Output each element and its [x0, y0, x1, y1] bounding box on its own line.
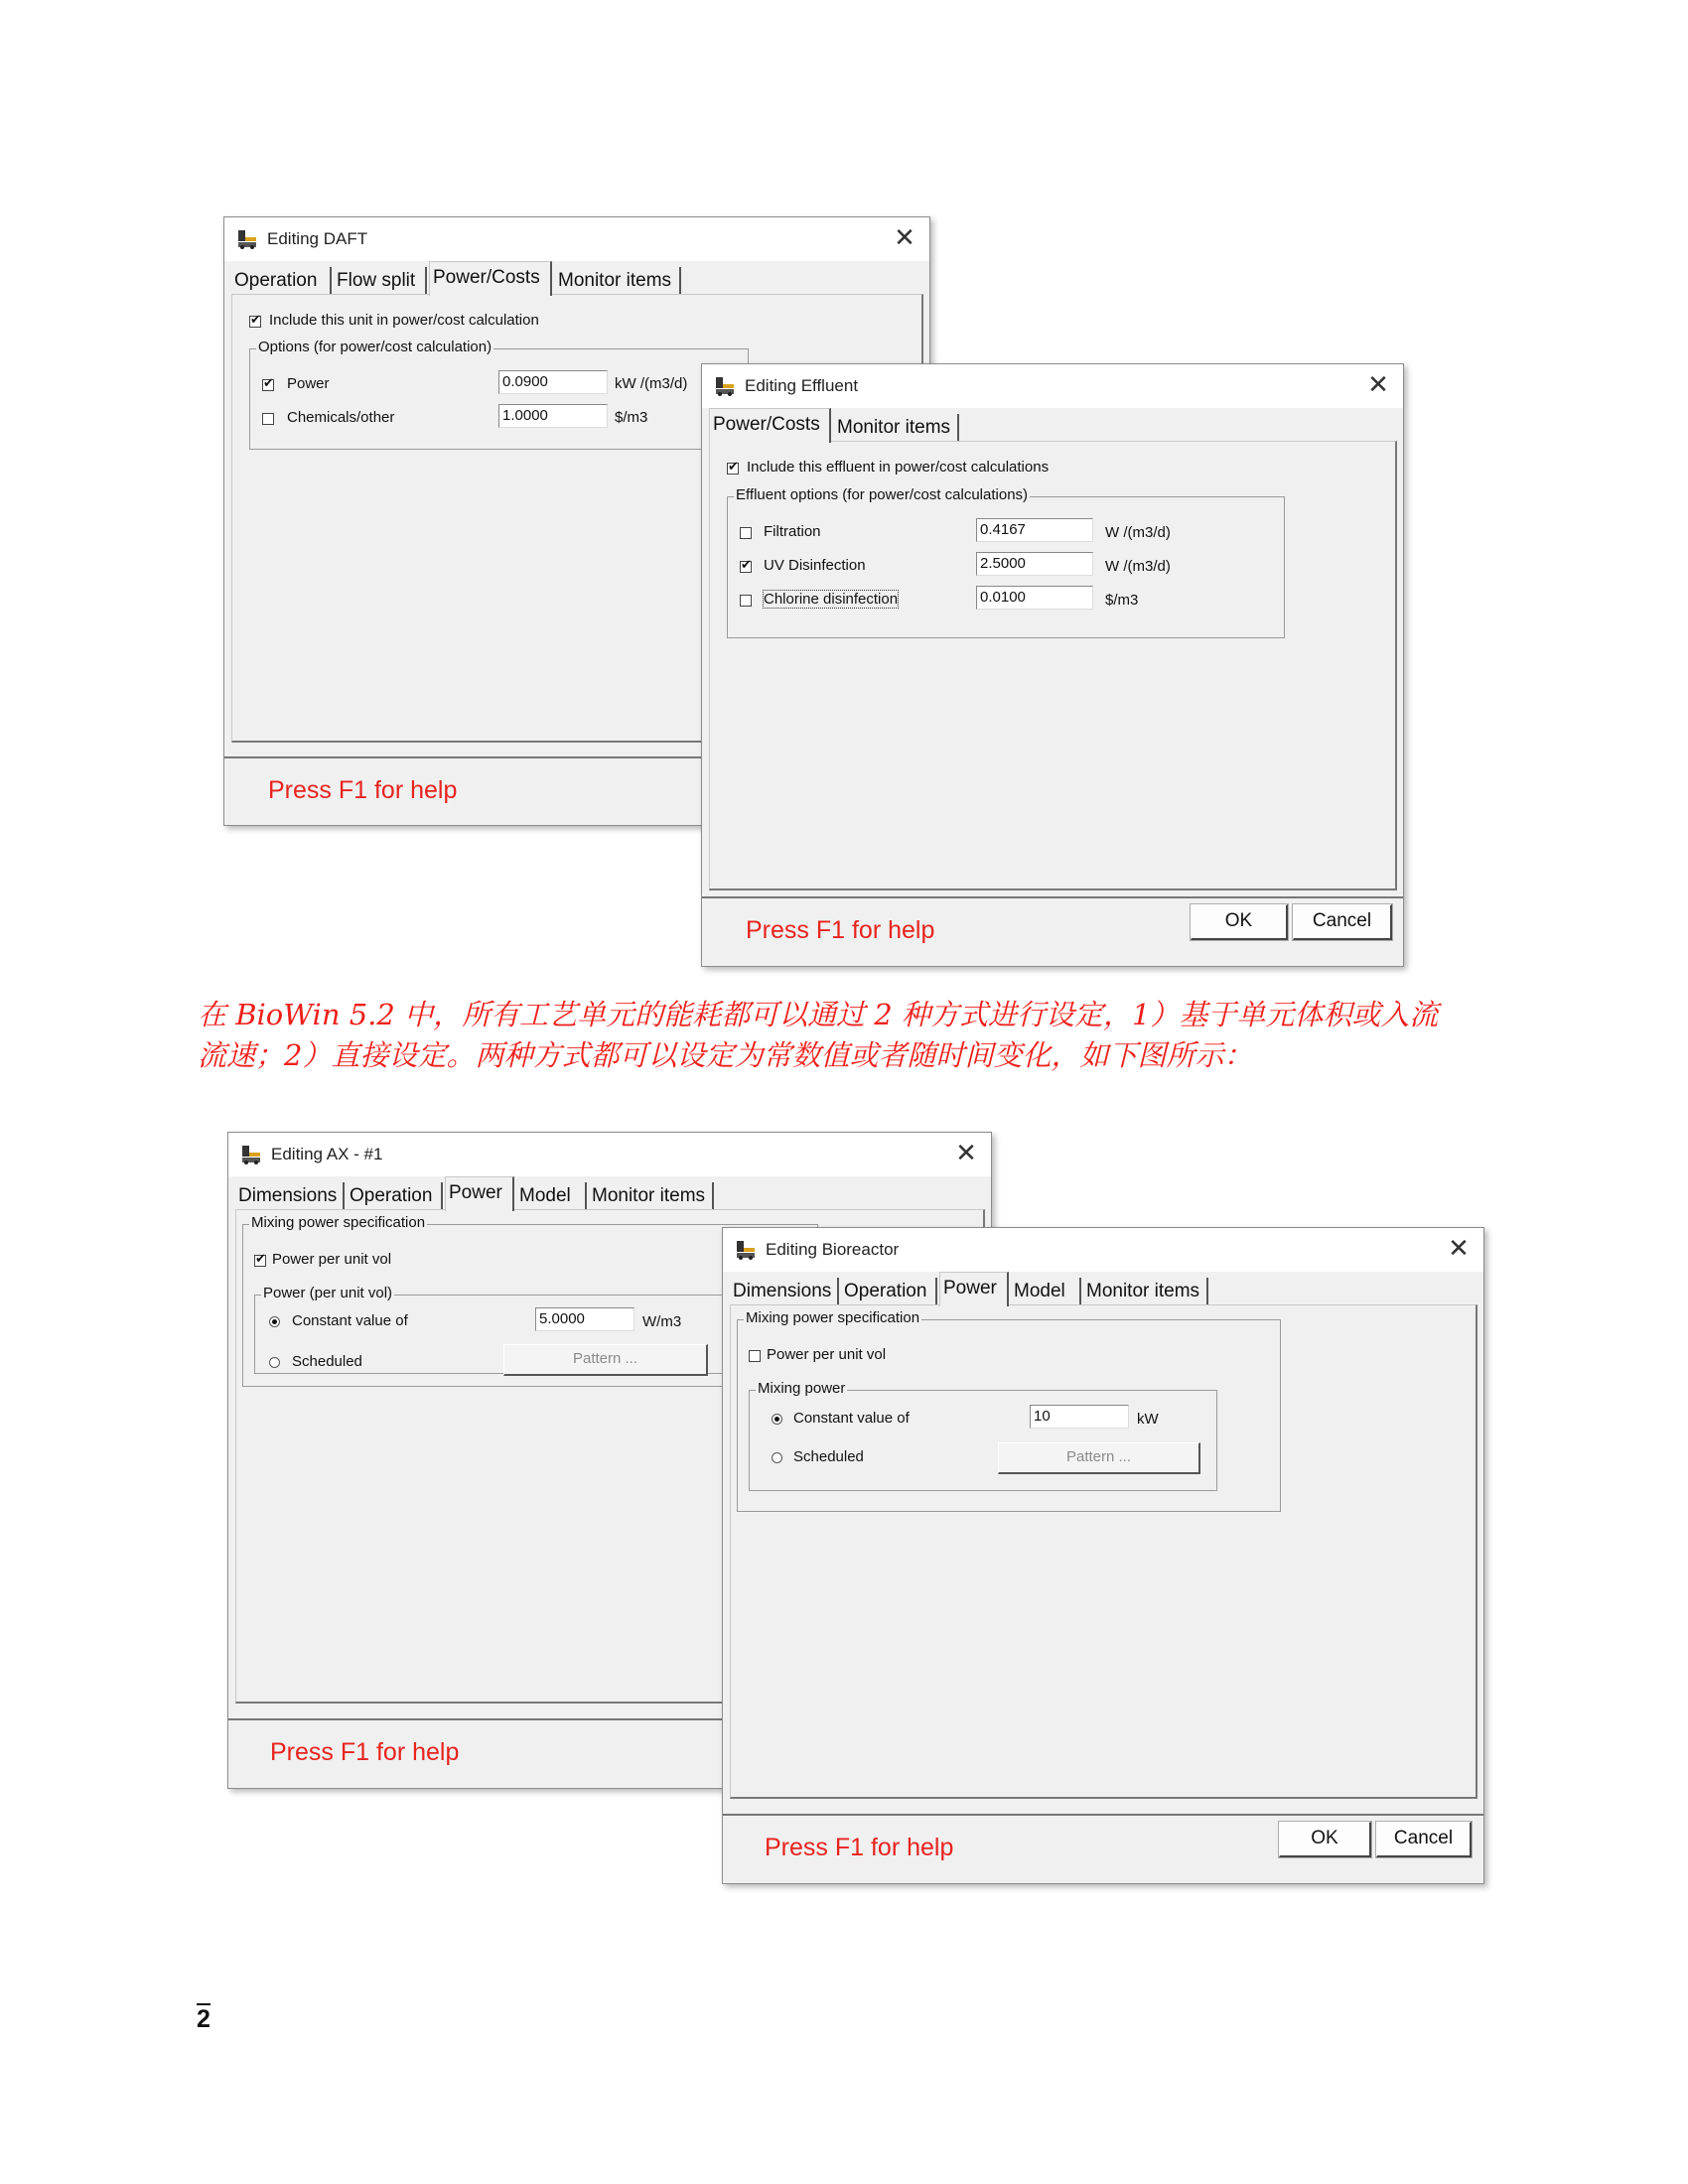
chlorine-input[interactable]: 0.0100 [976, 586, 1093, 610]
options-group [249, 339, 749, 450]
options-group-title: Options (for power/cost calculation) [258, 339, 492, 355]
tab-monitor-items[interactable]: Monitor items [1083, 1278, 1208, 1305]
tab-operation[interactable]: Operation [347, 1182, 443, 1210]
dialog-title: Editing DAFT [267, 229, 368, 248]
scheduled-label: Scheduled [793, 1448, 864, 1465]
tab-flow-split[interactable]: Flow split [334, 267, 427, 295]
power-per-vol-group [254, 1285, 731, 1374]
chemicals-input[interactable]: 1.0000 [498, 404, 608, 428]
power-per-vol-label: Power per unit vol [767, 1346, 887, 1363]
power-per-vol-group-title: Power (per unit vol) [263, 1285, 393, 1301]
uv-unit: W /(m3/d) [1105, 558, 1171, 575]
include-label: Include this unit in power/cost calculation [269, 312, 539, 329]
filtration-checkbox[interactable] [740, 527, 752, 539]
help-text: Press F1 for help [270, 1738, 460, 1766]
app-icon [239, 1143, 263, 1166]
tab-panel [709, 441, 1397, 890]
close-icon[interactable]: ✕ [1367, 369, 1389, 399]
include-checkbox[interactable] [727, 463, 739, 475]
chlorine-checkbox[interactable] [740, 595, 752, 607]
page-number: 2 [197, 2005, 211, 2033]
help-text: Press F1 for help [746, 916, 935, 944]
mixing-power-group [749, 1380, 1217, 1491]
dialog-title: Editing Effluent [745, 376, 859, 395]
tab-monitor-items[interactable]: Monitor items [834, 414, 959, 442]
tab-monitor-items[interactable]: Monitor items [555, 267, 681, 295]
caption-line-1: 在 BioWin 5.2 中，所有工艺单元的能耗都可以通过 2 种方式进行设定，1）基于单元体积或入流 [198, 998, 1439, 1031]
dialog-titlebar[interactable] [723, 1228, 1483, 1272]
tab-power[interactable]: Power [445, 1176, 514, 1211]
chlorine-label: Chlorine disinfection [764, 591, 899, 608]
mixing-power-group-title: Mixing power [758, 1380, 846, 1397]
tab-model[interactable]: Model [1011, 1278, 1081, 1305]
dialog-title: Editing Bioreactor [766, 1240, 900, 1259]
app-icon [235, 227, 259, 251]
constant-label: Constant value of [793, 1410, 910, 1427]
constant-radio[interactable] [269, 1316, 280, 1327]
filtration-input[interactable]: 0.4167 [976, 518, 1093, 542]
chemicals-label: Chemicals/other [287, 409, 395, 426]
uv-checkbox[interactable] [740, 561, 752, 573]
chemicals-unit: $/m3 [615, 409, 648, 426]
dialog-titlebar[interactable] [228, 1133, 991, 1176]
power-unit: kW /(m3/d) [615, 375, 688, 392]
pattern-button[interactable]: Pattern ... [503, 1344, 708, 1376]
scheduled-label: Scheduled [292, 1353, 362, 1370]
dialog-title: Editing AX - #1 [271, 1145, 383, 1163]
tab-power[interactable]: Power [939, 1272, 1009, 1306]
uv-input[interactable]: 2.5000 [976, 552, 1093, 576]
caption-line-2: 流速；2）直接设定。两种方式都可以设定为常数值或者随时间变化，如下图所示： [198, 1038, 1253, 1072]
mixing-spec-title: Mixing power specification [746, 1309, 920, 1326]
tab-panel [730, 1304, 1477, 1799]
power-input[interactable]: 0.0900 [498, 370, 608, 394]
constant-radio[interactable] [772, 1414, 782, 1425]
tab-model[interactable]: Model [516, 1182, 587, 1210]
dialog-editing-effluent [701, 363, 1404, 967]
constant-unit: kW [1137, 1411, 1159, 1428]
tab-monitor-items[interactable]: Monitor items [589, 1182, 714, 1210]
cancel-button[interactable]: Cancel [1293, 904, 1392, 940]
constant-input[interactable]: 5.0000 [535, 1307, 634, 1331]
tab-dimensions[interactable]: Dimensions [730, 1278, 839, 1305]
power-per-vol-checkbox[interactable] [749, 1350, 761, 1362]
power-checkbox[interactable] [262, 379, 274, 391]
dialog-titlebar[interactable] [224, 217, 929, 261]
filtration-unit: W /(m3/d) [1105, 524, 1171, 541]
chlorine-unit: $/m3 [1105, 592, 1139, 609]
tab-power-costs[interactable]: Power/Costs [709, 408, 831, 443]
scheduled-radio[interactable] [772, 1452, 782, 1463]
include-checkbox[interactable] [249, 316, 261, 328]
app-icon [713, 374, 737, 398]
help-bar [702, 896, 1403, 966]
close-icon[interactable]: ✕ [955, 1138, 977, 1167]
app-icon [734, 1238, 758, 1262]
constant-unit: W/m3 [642, 1313, 682, 1330]
ok-button[interactable]: OK [1191, 904, 1288, 940]
dialog-titlebar[interactable] [702, 364, 1403, 408]
include-label: Include this effluent in power/cost calculations [747, 459, 1050, 476]
power-per-vol-checkbox[interactable] [254, 1255, 266, 1267]
constant-label: Constant value of [292, 1312, 408, 1329]
pattern-button[interactable]: Pattern ... [998, 1442, 1200, 1474]
help-text: Press F1 for help [268, 776, 458, 804]
effluent-options-title: Effluent options (for power/cost calculations) [736, 486, 1029, 503]
dialog-editing-bioreactor [722, 1227, 1484, 1884]
tab-dimensions[interactable]: Dimensions [235, 1182, 345, 1210]
help-text: Press F1 for help [765, 1834, 954, 1861]
close-icon[interactable]: ✕ [1448, 1233, 1470, 1263]
close-icon[interactable]: ✕ [894, 222, 915, 252]
cancel-button[interactable]: Cancel [1376, 1822, 1472, 1857]
ok-button[interactable]: OK [1279, 1822, 1371, 1857]
scheduled-radio[interactable] [269, 1357, 280, 1368]
tab-power-costs[interactable]: Power/Costs [429, 261, 552, 296]
uv-label: UV Disinfection [764, 557, 866, 574]
tab-operation[interactable]: Operation [841, 1278, 937, 1305]
help-bar [723, 1814, 1483, 1883]
filtration-label: Filtration [764, 523, 821, 540]
tab-operation[interactable]: Operation [231, 267, 332, 295]
mixing-spec-group [737, 1309, 1281, 1512]
power-label: Power [287, 375, 330, 392]
mixing-spec-title: Mixing power specification [251, 1214, 426, 1231]
constant-input[interactable]: 10 [1030, 1405, 1129, 1429]
effluent-options-group [727, 486, 1285, 638]
power-per-vol-label: Power per unit vol [272, 1251, 392, 1268]
chemicals-checkbox[interactable] [262, 413, 274, 425]
